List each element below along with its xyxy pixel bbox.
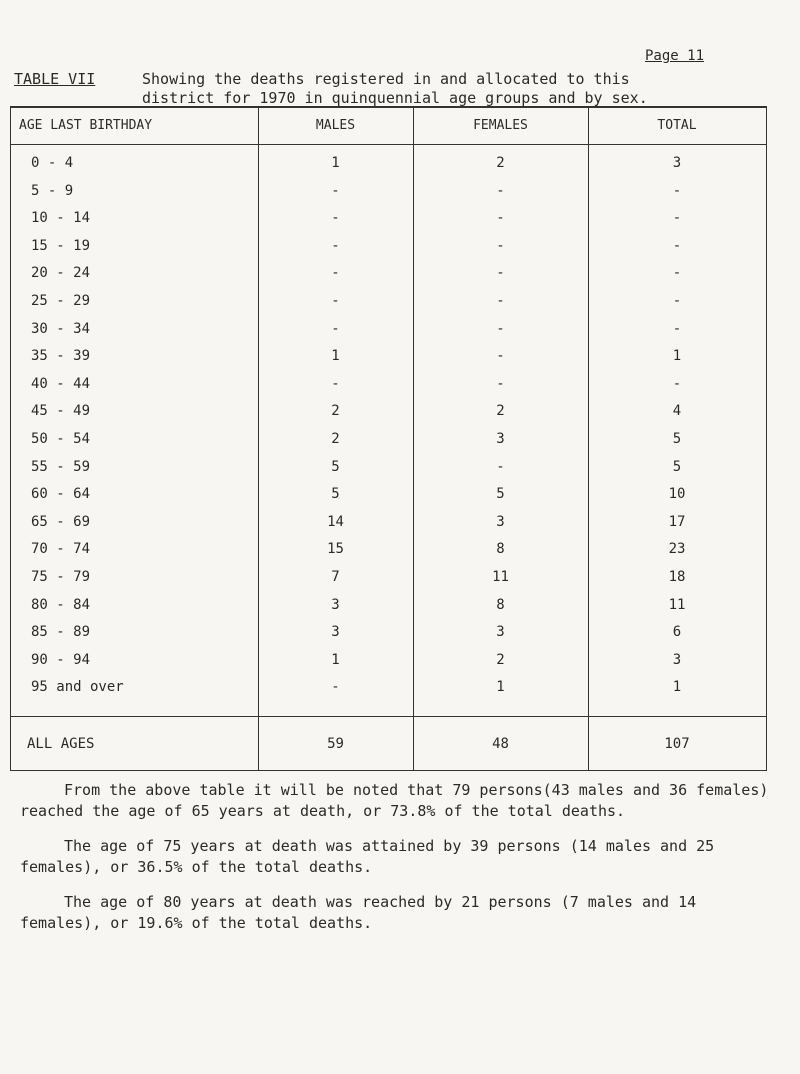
males-cell: 15	[327, 541, 344, 558]
females-cell: -	[496, 348, 505, 365]
age-group-cell: 5 - 9	[31, 182, 74, 199]
males-cell: 1	[331, 651, 340, 668]
total-cell: -	[672, 375, 682, 392]
females-cell: -	[496, 375, 505, 392]
males-cell: 5	[331, 486, 340, 503]
age-group-cell: 10 - 14	[31, 210, 91, 227]
table-heading	[14, 70, 794, 108]
males-cell: 2	[331, 403, 340, 420]
total-cell: 3	[672, 651, 682, 668]
females-cell: 8	[496, 596, 505, 613]
total-cell: -	[672, 210, 682, 227]
age-group-cell: 50 - 54	[31, 431, 91, 447]
age-group-cell: 85 - 89	[31, 624, 91, 641]
total-cell: -	[672, 182, 682, 199]
total-cell: 1	[672, 348, 682, 365]
males-cell: 1	[331, 155, 340, 171]
age-group-cell: 40 - 44	[31, 375, 91, 392]
age-group-cell: 30 - 34	[31, 320, 91, 337]
females-cell: -	[496, 182, 505, 199]
males-cell: -	[331, 237, 340, 254]
age-group-cell: 80 - 84	[31, 596, 91, 613]
females-cell: 11	[492, 569, 509, 585]
females-cell: 2	[496, 651, 505, 668]
total-cell: 23	[668, 541, 686, 558]
females-cell: -	[496, 237, 505, 254]
total-cell: -	[672, 320, 682, 337]
males-cell: 2	[331, 431, 340, 447]
females-cell: 3	[496, 624, 505, 641]
males-cell: -	[331, 375, 340, 392]
males-cell: -	[331, 210, 340, 227]
age-group-cell: 95 and over	[31, 679, 124, 696]
column-header-total: TOTAL	[657, 118, 697, 133]
age-group-cell: 25 - 29	[31, 293, 91, 309]
males-cell: 14	[327, 513, 344, 530]
age-group-cell: 20 - 24	[31, 265, 91, 282]
females-cell: -	[496, 458, 505, 475]
table-label: TABLE VII	[14, 70, 96, 88]
total-cell: 10	[668, 486, 686, 503]
females-cell: -	[496, 210, 505, 227]
page-number: Page 11	[645, 48, 705, 64]
age-group-cell: 45 - 49	[31, 403, 91, 420]
females-cell: 3	[496, 513, 505, 530]
females-cell: 8	[496, 541, 505, 558]
males-cell: 7	[331, 569, 340, 585]
age-group-cell: 35 - 39	[31, 348, 91, 365]
note-paragraph: The age of 80 years at death was reached by 21 persons (7 males and 14 females), or 19.6% of the total deaths.	[20, 893, 697, 932]
age-group-cell: 75 - 79	[31, 569, 91, 585]
females-cell: 1	[496, 679, 505, 696]
total-cell: 17	[668, 513, 686, 530]
totals-label: ALL AGES	[27, 736, 95, 752]
column-header-age: AGE LAST BIRTHDAY	[19, 118, 153, 133]
total-cell: -	[672, 265, 682, 282]
females-cell: -	[496, 293, 505, 309]
total-cell: 5	[672, 431, 682, 447]
males-cell: 3	[331, 624, 340, 641]
notes	[20, 780, 780, 948]
age-group-cell: 90 - 94	[31, 651, 91, 668]
age-group-cell: 70 - 74	[31, 541, 91, 558]
age-group-cell: 65 - 69	[31, 513, 91, 530]
heading-line-2: district for 1970 in quinquennial age groups and by sex.	[142, 89, 648, 107]
males-cell: 3	[331, 596, 340, 613]
females-cell: -	[496, 320, 505, 337]
age-group-cell: 55 - 59	[31, 458, 91, 475]
heading-line-1: Showing the deaths registered in and allocated to this	[142, 70, 630, 88]
total-cell: 5	[672, 458, 682, 475]
females-cell: 3	[496, 431, 505, 447]
males-cell: 5	[331, 458, 340, 475]
males-cell: -	[331, 320, 340, 337]
total-cell: 11	[668, 596, 686, 613]
males-cell: -	[331, 265, 340, 282]
total-cell: 4	[672, 403, 682, 420]
males-cell: 1	[331, 348, 340, 365]
females-cell: -	[496, 265, 505, 282]
totals-males: 59	[327, 736, 344, 752]
total-cell: 1	[672, 679, 682, 696]
deaths-table	[10, 106, 767, 771]
age-group-cell: 60 - 64	[31, 486, 91, 503]
males-cell: -	[331, 679, 340, 696]
totals-females: 48	[492, 736, 509, 752]
totals-total: 107	[664, 736, 690, 752]
total-cell: -	[672, 293, 682, 309]
column-header-males: MALES	[315, 118, 356, 133]
header-rule	[11, 144, 766, 145]
total-cell: 18	[668, 569, 686, 585]
note-paragraph: The age of 75 years at death was attained by 39 persons (14 males and 25 females), or 36.5% of the total deaths.	[20, 837, 715, 876]
column-header-females: FEMALES	[473, 118, 528, 133]
females-cell: 5	[496, 486, 505, 503]
total-cell: 6	[672, 624, 682, 641]
males-cell: -	[331, 293, 340, 309]
females-cell: 2	[496, 155, 505, 171]
males-cell: -	[331, 182, 340, 199]
total-cell: -	[672, 237, 682, 254]
age-group-cell: 15 - 19	[31, 237, 91, 254]
females-cell: 2	[496, 403, 505, 420]
total-cell: 3	[672, 155, 682, 171]
note-paragraph: From the above table it will be noted that 79 persons(43 males and 36 females) reached the age of 65 years at death, or 73.8% of the total deaths.	[20, 781, 769, 820]
age-group-cell: 0 - 4	[31, 155, 74, 171]
totals-rule	[11, 716, 766, 717]
